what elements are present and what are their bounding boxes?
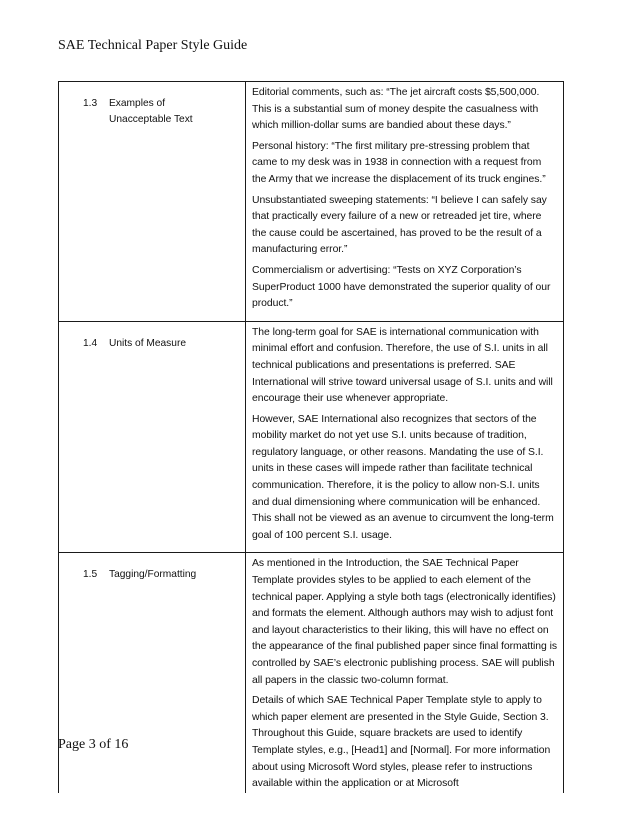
section-title: Tagging/Formatting (109, 569, 197, 581)
page-number: Page 3 of 16 (58, 737, 129, 752)
section-number: 1.5 (83, 569, 98, 581)
style-guide-table (58, 81, 564, 793)
section-number: 1.4 (83, 337, 98, 349)
section-number: 1.3 (83, 98, 98, 109)
section-content-cell (246, 82, 564, 322)
paragraph-editorial-comments: Editorial comments, such as: “The jet aircraft costs $5,500,000. This is a substantial sum of money despite the casualness with which million-dollar sums are bandied about these days.” (252, 87, 540, 132)
paragraph-sweeping-statements: Unsubstantiated sweeping statements: “I believe I can safely say that practically every failure of a new or retreaded jet tire, where the cause could be ascertained, has proved to be the result of a manufacturing error.” (252, 194, 547, 256)
section-title: Examples of Unacceptable Text (109, 98, 193, 125)
paragraph-personal-history: Personal history: “The first military pre-stressing problem that came to my desk was in 1938 in connection with a request from the Army that we increase the displacement of its truck engines.” (252, 140, 546, 185)
paragraph-si-goal: The long-term goal for SAE is international communication with minimal effort and confusion. Therefore, the use of S.I. units in all technical publications and presentations is preferred. SAE International will strive toward universal usage of S.I. units and will encourage their use whenever appropriate. (252, 326, 553, 405)
section-title: Units of Measure (109, 337, 187, 349)
table-row-1-3 (59, 82, 564, 322)
paragraph-non-si-policy: However, SAE International also recognizes that sectors of the mobility market do not yet use S.I. units because of tradition, regulatory language, or other reasons. Mandating the use of S.I. units in these cases will impede rather than facilitate technical communication. Therefore, it is the policy to allow non-S.I. units and dual dimensioning where communication will be enhanced. This shall not be viewed as an avenue to circumvent the long-term goal of 100 percent S.I. usage. (252, 413, 554, 541)
section-heading (59, 553, 245, 583)
section-label-cell (59, 553, 246, 793)
paragraph-style-details: Details of which SAE Technical Paper Template style to apply to which paper element are presented in the Style Guide, Section 3. Throughout this Guide, square brackets are used to identify Template styles, e.g., [Head1] and [Normal]. For more information about using Microsoft Word styles, please refer to instructions available within the application or at Microsoft (252, 695, 551, 790)
section-label-cell (59, 82, 246, 322)
running-header: SAE Technical Paper Style Guide (58, 38, 248, 53)
section-content-cell (246, 321, 564, 553)
table-row-1-4 (59, 321, 564, 553)
section-label-cell (59, 321, 246, 553)
paragraph-commercialism: Commercialism or advertising: “Tests on XYZ Corporation’s SuperProduct 1000 have demonstrated the superior quality of our product.” (252, 264, 551, 310)
section-content-cell (246, 553, 564, 793)
paragraph-template-styles: As mentioned in the Introduction, the SAE Technical Paper Template provides styles to be applied to each element of the technical paper. Applying a style both tags (electronically identifies) and formats the element. Although authors may wish to adjust font and layout characteristics to their liking, this will have no effect on the appearance of the final published paper since final formatting is controlled by SAE’s electronic publishing process. SAE will publish all papers in the classic two-column format. (252, 558, 558, 686)
section-heading (59, 322, 245, 352)
section-heading (59, 82, 245, 128)
table-row-1-5 (59, 553, 564, 793)
